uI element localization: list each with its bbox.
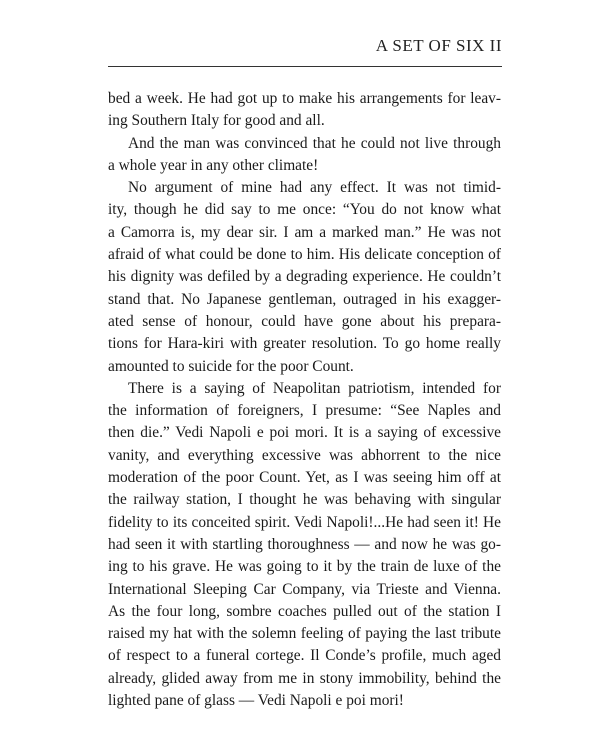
- text-line: ing to his grave. He was going to it by the train de luxe of the: [108, 558, 501, 576]
- text-line: International Sleeping Car Company, via Trieste and Vienna.: [108, 580, 501, 598]
- text-line: the railway station, I thought he was behaving with singular: [108, 491, 501, 509]
- text-line: had seen it with startling thoroughness — and now he was go-: [108, 535, 501, 553]
- text-line: There is a saying of Neapolitan patriotism, intended for: [128, 379, 501, 397]
- text-line: his dignity was defiled by a degrading experience. He couldn’t: [108, 268, 501, 286]
- paragraph-3: [108, 177, 501, 378]
- paragraph-2: [108, 133, 501, 178]
- text-line: No argument of mine had any effect. It was not timid-: [128, 179, 501, 197]
- text-line: And the man was convinced that he could not live through: [128, 134, 501, 152]
- text-line: moderation of the poor Count. Yet, as I was seeing him off at: [108, 469, 501, 487]
- text-line: fidelity to its conceited spirit. Vedi Napoli!...He had seen it! He: [108, 513, 501, 531]
- text-line: lighted pane of glass — Vedi Napoli e poi mori!: [108, 692, 404, 710]
- text-line: ing Southern Italy for good and all.: [108, 112, 325, 130]
- paragraph-1: [108, 88, 501, 133]
- header-rule: [108, 66, 502, 67]
- text-line: bed a week. He had got up to make his arrangements for leav-: [108, 90, 501, 107]
- text-line: afraid of what could be done to him. His delicate conception of: [108, 246, 501, 264]
- running-head: A SET OF SIX II: [375, 36, 502, 55]
- text-line: of respect to a funeral cortege. Il Conde’s profile, much aged: [108, 647, 501, 665]
- text-line: amounted to suicide for the poor Count.: [108, 357, 354, 375]
- text-line: then die.” Vedi Napoli e poi mori. It is a saying of excessive: [108, 424, 501, 442]
- paragraph-4: [108, 378, 501, 712]
- text-line: a Camorra is, my dear sir. I am a marked man.” He was not: [108, 223, 501, 241]
- text-line: ity, though he did say to me once: “You do not know what: [108, 201, 501, 219]
- text-line: tions for Hara-kiri with greater resolution. To go home really: [108, 335, 501, 353]
- text-line: raised my hat with the solemn feeling of paying the last tribute: [108, 625, 501, 643]
- text-line: vanity, and everything excessive was abhorrent to the nice: [108, 446, 501, 464]
- text-line: As the four long, sombre coaches pulled out of the station I: [108, 602, 501, 620]
- body-text: [108, 88, 501, 712]
- text-line: ated sense of honour, could have gone about his prepara-: [108, 312, 501, 330]
- text-line: stand that. No Japanese gentleman, outraged in his exagger-: [108, 290, 501, 308]
- text-line: already, glided away from me in stony immobility, behind the: [108, 669, 501, 687]
- text-line: a whole year in any other climate!: [108, 156, 319, 174]
- text-line: the information of foreigners, I presume: “See Naples and: [108, 402, 501, 420]
